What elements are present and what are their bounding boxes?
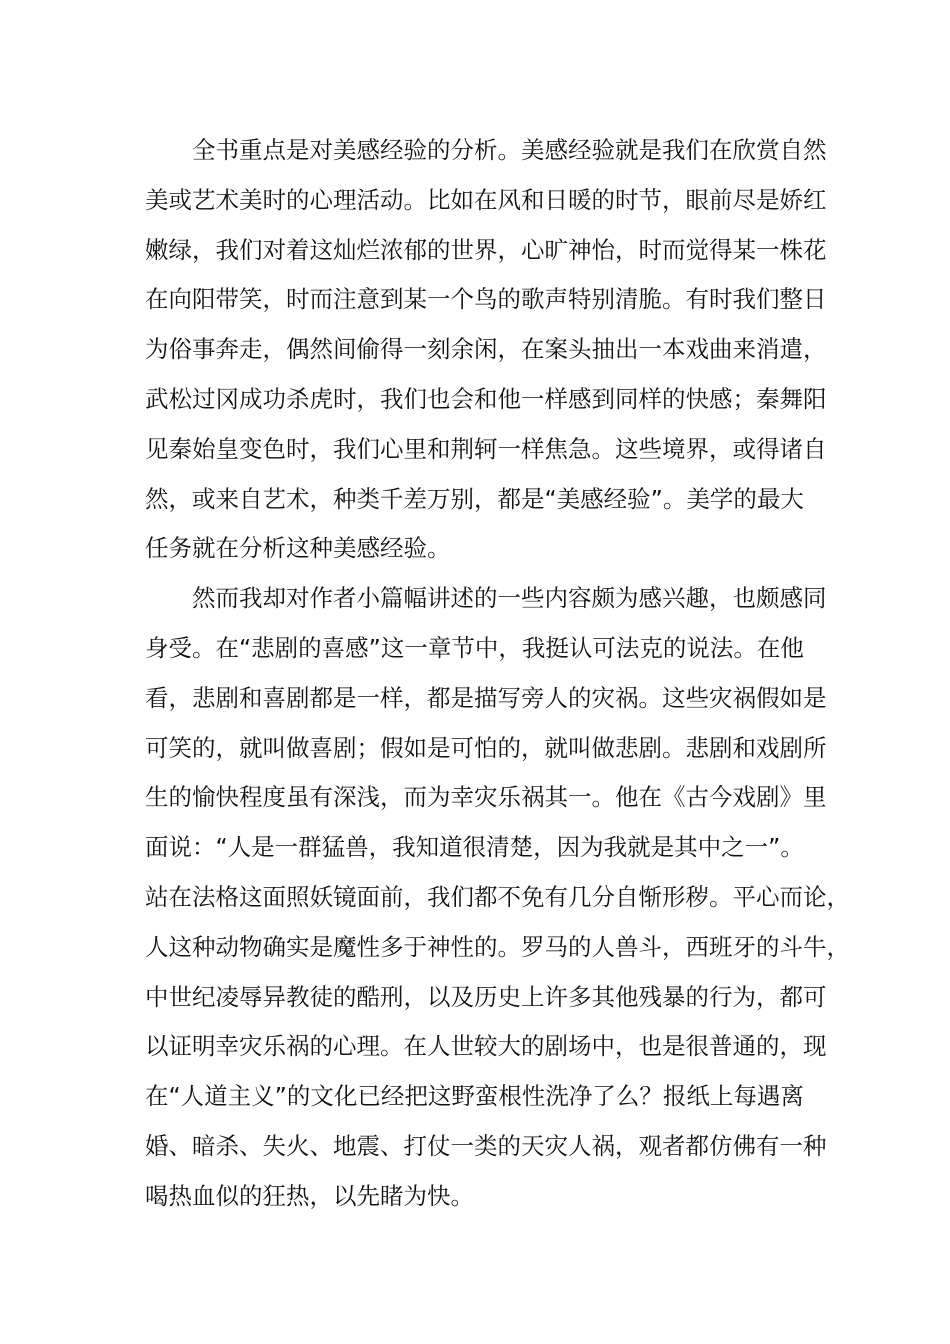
paragraph-line: 看，悲剧和喜剧都是一样，都是描写旁人的灾祸。这些灾祸假如是	[145, 683, 827, 712]
paragraph-line: 任务就在分析这种美感经验。	[145, 534, 451, 563]
paragraph-line: 人这种动物确实是魔性多于神性的。罗马的人兽斗，西班牙的斗牛，	[145, 932, 850, 961]
document-body	[145, 126, 850, 1222]
paragraph-line: 身受。在“悲剧的喜感”这一章节中，我挺认可法克的说法。在他	[145, 633, 804, 662]
paragraph-2	[145, 574, 850, 1221]
paragraph-line: 喝热血似的狂热，以先睹为快。	[145, 1181, 474, 1210]
paragraph-line: 婚、暗杀、失火、地震、打仗一类的天灾人祸，观者都仿佛有一种	[145, 1131, 827, 1160]
paragraph-line: 然，或来自艺术，种类千差万别，都是“美感经验”。美学的最大	[145, 484, 804, 513]
paragraph-line: 面说：“人是一群猛兽，我知道很清楚，因为我就是其中之一”。	[145, 833, 804, 862]
paragraph-line: 嫩绿，我们对着这灿烂浓郁的世界，心旷神怡，时而觉得某一株花	[145, 235, 827, 264]
paragraph-line: 可笑的，就叫做喜剧；假如是可怕的，就叫做悲剧。悲剧和戏剧所	[145, 733, 827, 762]
paragraph-line: 美或艺术美时的心理活动。比如在风和日暖的时节，眼前尽是娇红	[145, 185, 827, 214]
paragraph-line: 生的愉快程度虽有深浅，而为幸灾乐祸其一。他在《古今戏剧》里	[145, 783, 827, 812]
paragraph-line: 武松过冈成功杀虎时，我们也会和他一样感到同样的快感；秦舞阳	[145, 384, 827, 413]
paragraph-line: 全书重点是对美感经验的分析。美感经验就是我们在欣赏自然	[192, 136, 827, 164]
paragraph-1	[145, 126, 827, 574]
paragraph-line: 中世纪凌辱异教徒的酷刑，以及历史上许多其他残暴的行为，都可	[145, 982, 827, 1011]
paragraph-line: 站在法格这面照妖镜面前，我们都不免有几分自惭形秽。平心而论，	[145, 882, 850, 911]
paragraph-line: 为俗事奔走，偶然间偷得一刻余闲，在案头抽出一本戏曲来消遣，	[145, 335, 827, 364]
paragraph-line: 在向阳带笑，时而注意到某一个鸟的歌声特别清脆。有时我们整日	[145, 285, 827, 314]
paragraph-line: 在“人道主义”的文化已经把这野蛮根性洗净了么？报纸上每遇离	[145, 1082, 804, 1111]
paragraph-line: 以证明幸灾乐祸的心理。在人世较大的剧场中，也是很普通的，现	[145, 1032, 827, 1061]
paragraph-line: 见秦始皇变色时，我们心里和荆轲一样焦急。这些境界，或得诸自	[145, 434, 827, 463]
paragraph-line: 然而我却对作者小篇幅讲述的一些内容颇为感兴趣，也颇感同	[192, 584, 827, 613]
